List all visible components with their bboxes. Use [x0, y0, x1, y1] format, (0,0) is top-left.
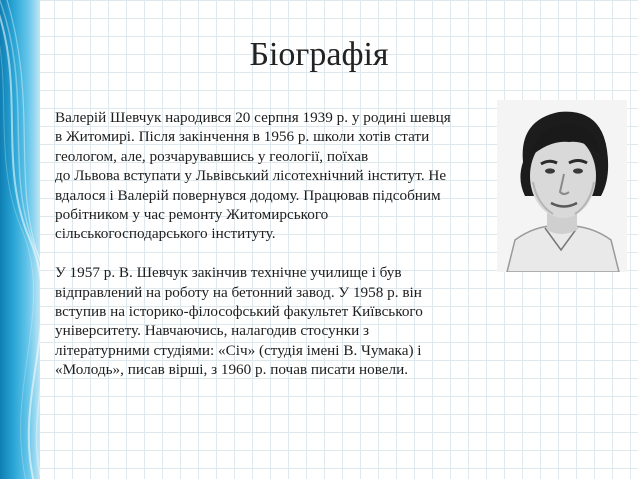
portrait-image	[497, 100, 627, 272]
text-line: до Львова вступати у Львівський лісотехнічний інститут. Не	[55, 167, 447, 185]
paragraph-2	[55, 263, 485, 379]
text-line: вдалося і Валерій повернувся додому. Працював підсобним	[55, 186, 441, 204]
portrait-photo	[497, 100, 627, 272]
text-line: в Житомирі. Після закінчення в 1956 р. школи хотів стати	[55, 128, 430, 146]
text-line: «Молодь», писав вірші, з 1960 р. почав писати новели.	[55, 361, 409, 379]
text-line: сільськогосподарського інституту.	[55, 225, 276, 243]
paragraph-1	[55, 108, 485, 244]
text-line: літературними студіями: «Січ» (студія імені В. Чумака) і	[55, 341, 422, 359]
text-line: університету. Навчаючись, налагодив стосунки з	[55, 322, 370, 340]
text-line: відправлений на роботу на бетонний завод. У 1958 р. він	[55, 283, 422, 301]
text-line: вступив на історико-філософський факультет Київського	[55, 303, 423, 321]
text-line: робітником у час ремонту Житомирського	[55, 206, 329, 224]
biography-text	[55, 108, 485, 380]
paragraph-spacer	[55, 244, 485, 263]
text-line: У 1957 р. В. Шевчук закінчив технічне училище і був	[55, 264, 402, 282]
text-line: геологом, але, розчарувавшись у геології, поїхав	[55, 147, 369, 165]
text-line: Валерій Шевчук народився 20 серпня 1939 р. у родині шевця	[55, 109, 451, 126]
slide-title: Біографія	[249, 36, 389, 73]
